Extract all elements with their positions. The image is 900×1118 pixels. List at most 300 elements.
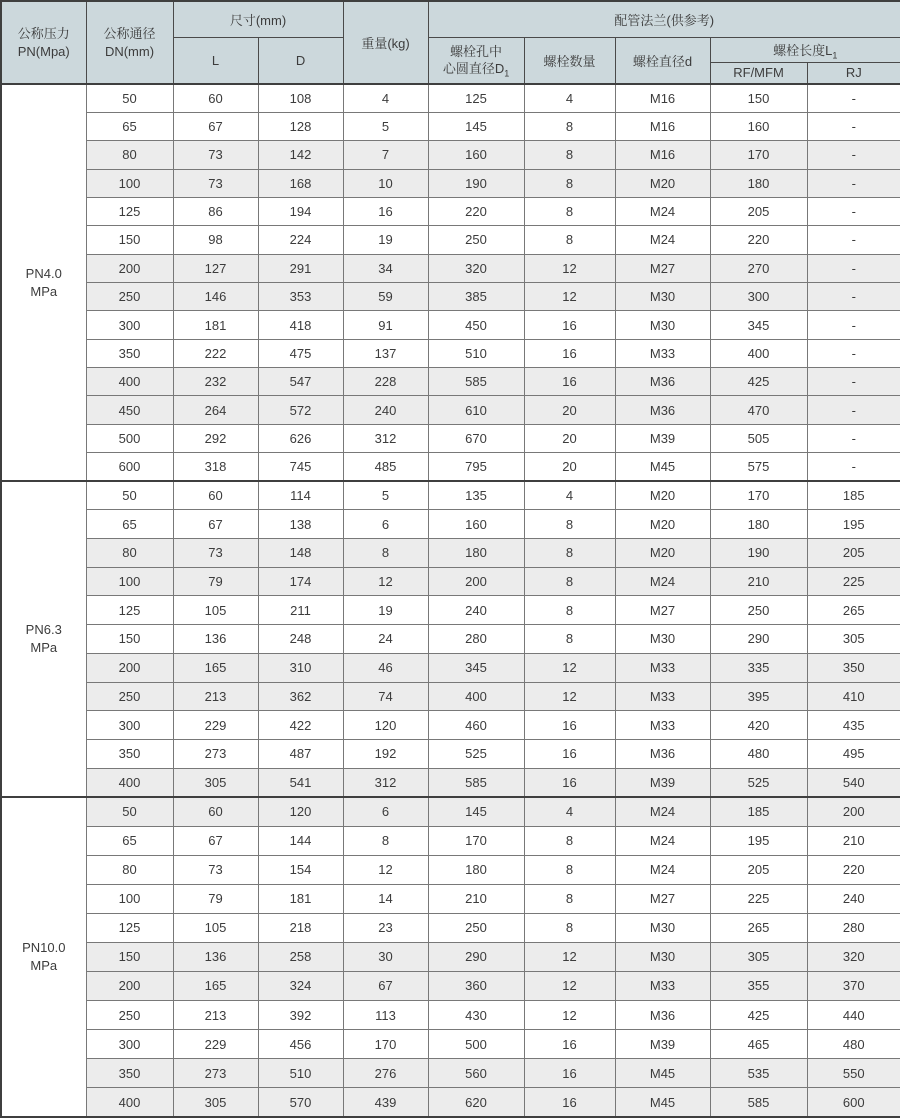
cell-bolt-circle-d1: 500 (428, 1030, 524, 1059)
cell-d: 291 (258, 254, 343, 282)
cell-bolt-count: 4 (524, 84, 615, 112)
cell-rf-mfm: 465 (710, 1030, 807, 1059)
cell-bolt-diameter: M16 (615, 141, 710, 169)
cell-bolt-circle-d1: 510 (428, 339, 524, 367)
cell-dn: 125 (86, 197, 173, 225)
cell-l: 105 (173, 913, 258, 942)
cell-d: 138 (258, 510, 343, 539)
cell-weight: 30 (343, 942, 428, 971)
cell-rj: 280 (807, 913, 900, 942)
cell-bolt-count: 8 (524, 625, 615, 654)
cell-rf-mfm: 270 (710, 254, 807, 282)
cell-dn: 400 (86, 768, 173, 797)
cell-bolt-diameter: M27 (615, 884, 710, 913)
cell-l: 222 (173, 339, 258, 367)
cell-l: 136 (173, 942, 258, 971)
cell-bolt-circle-d1: 360 (428, 971, 524, 1000)
cell-bolt-circle-d1: 345 (428, 653, 524, 682)
cell-rj: 185 (807, 481, 900, 510)
cell-l: 232 (173, 368, 258, 396)
table-row (1, 797, 900, 826)
cell-dn: 400 (86, 1088, 173, 1117)
cell-rf-mfm: 470 (710, 396, 807, 424)
cell-weight: 59 (343, 283, 428, 311)
cell-bolt-count: 12 (524, 942, 615, 971)
cell-weight: 23 (343, 913, 428, 942)
table-row (1, 768, 900, 797)
table-row (1, 942, 900, 971)
cell-dn: 150 (86, 226, 173, 254)
cell-weight: 34 (343, 254, 428, 282)
cell-bolt-circle-d1: 240 (428, 596, 524, 625)
cell-l: 213 (173, 1000, 258, 1029)
cell-bolt-circle-d1: 385 (428, 283, 524, 311)
header-size-l: L (173, 37, 258, 84)
bolt-length-subscript: 1 (832, 50, 838, 61)
cell-dn: 600 (86, 453, 173, 481)
cell-l: 67 (173, 826, 258, 855)
table-body (1, 84, 900, 1117)
cell-bolt-circle-d1: 400 (428, 682, 524, 711)
cell-bolt-circle-d1: 170 (428, 826, 524, 855)
cell-rj: 305 (807, 625, 900, 654)
cell-weight: 19 (343, 226, 428, 254)
cell-dn: 200 (86, 254, 173, 282)
cell-dn: 150 (86, 942, 173, 971)
cell-weight: 14 (343, 884, 428, 913)
cell-bolt-count: 12 (524, 971, 615, 1000)
cell-d: 120 (258, 797, 343, 826)
cell-rf-mfm: 250 (710, 596, 807, 625)
cell-bolt-circle-d1: 525 (428, 740, 524, 769)
cell-rf-mfm: 210 (710, 567, 807, 596)
cell-bolt-count: 12 (524, 653, 615, 682)
cell-bolt-count: 20 (524, 453, 615, 481)
cell-l: 165 (173, 971, 258, 1000)
cell-rj: - (807, 283, 900, 311)
cell-bolt-diameter: M30 (615, 913, 710, 942)
cell-rj: - (807, 84, 900, 112)
table-row (1, 1000, 900, 1029)
cell-bolt-circle-d1: 620 (428, 1088, 524, 1117)
cell-rf-mfm: 585 (710, 1088, 807, 1117)
cell-dn: 65 (86, 112, 173, 140)
section-label-line1: PN10.0 (22, 940, 66, 956)
cell-bolt-circle-d1: 430 (428, 1000, 524, 1029)
cell-rf-mfm: 305 (710, 942, 807, 971)
cell-rj: 225 (807, 567, 900, 596)
cell-bolt-circle-d1: 180 (428, 855, 524, 884)
cell-dn: 200 (86, 971, 173, 1000)
cell-d: 181 (258, 884, 343, 913)
cell-weight: 8 (343, 826, 428, 855)
cell-bolt-diameter: M36 (615, 1000, 710, 1029)
cell-bolt-count: 8 (524, 855, 615, 884)
cell-bolt-circle-d1: 190 (428, 169, 524, 197)
cell-d: 218 (258, 913, 343, 942)
cell-bolt-diameter: M36 (615, 368, 710, 396)
cell-d: 353 (258, 283, 343, 311)
header-nominal-pressure-line2: PN(Mpa) (17, 43, 70, 59)
cell-dn: 125 (86, 596, 173, 625)
header-nominal-pressure-line1: 公称压力 (17, 25, 70, 41)
cell-d: 154 (258, 855, 343, 884)
cell-bolt-count: 16 (524, 1059, 615, 1088)
cell-weight: 137 (343, 339, 428, 367)
cell-rj: 540 (807, 768, 900, 797)
cell-d: 211 (258, 596, 343, 625)
header-nominal-diameter-line1: 公称通径 (103, 25, 156, 41)
cell-bolt-count: 8 (524, 112, 615, 140)
table-row (1, 453, 900, 481)
table-row (1, 682, 900, 711)
cell-bolt-circle-d1: 250 (428, 913, 524, 942)
cell-rf-mfm: 395 (710, 682, 807, 711)
cell-weight: 12 (343, 855, 428, 884)
cell-l: 273 (173, 740, 258, 769)
cell-l: 73 (173, 538, 258, 567)
cell-weight: 5 (343, 481, 428, 510)
cell-bolt-count: 16 (524, 311, 615, 339)
table-row (1, 826, 900, 855)
cell-rf-mfm: 300 (710, 283, 807, 311)
cell-rf-mfm: 425 (710, 368, 807, 396)
cell-bolt-circle-d1: 460 (428, 711, 524, 740)
cell-l: 181 (173, 311, 258, 339)
cell-weight: 74 (343, 682, 428, 711)
table-row (1, 339, 900, 367)
table-row (1, 971, 900, 1000)
table-row (1, 197, 900, 225)
cell-l: 60 (173, 481, 258, 510)
cell-rj: 205 (807, 538, 900, 567)
cell-dn: 80 (86, 538, 173, 567)
cell-bolt-diameter: M16 (615, 84, 710, 112)
table-row (1, 283, 900, 311)
cell-rf-mfm: 180 (710, 169, 807, 197)
cell-rf-mfm: 225 (710, 884, 807, 913)
table-row (1, 653, 900, 682)
cell-dn: 350 (86, 1059, 173, 1088)
section-label-line1: PN6.3 (25, 622, 62, 638)
cell-rf-mfm: 150 (710, 84, 807, 112)
cell-dn: 100 (86, 567, 173, 596)
cell-l: 318 (173, 453, 258, 481)
cell-d: 572 (258, 396, 343, 424)
cell-dn: 450 (86, 396, 173, 424)
cell-bolt-count: 8 (524, 884, 615, 913)
cell-dn: 150 (86, 625, 173, 654)
cell-rj: 480 (807, 1030, 900, 1059)
cell-rf-mfm: 195 (710, 826, 807, 855)
cell-d: 324 (258, 971, 343, 1000)
cell-rf-mfm: 400 (710, 339, 807, 367)
cell-dn: 50 (86, 481, 173, 510)
cell-dn: 250 (86, 1000, 173, 1029)
cell-l: 136 (173, 625, 258, 654)
cell-bolt-circle-d1: 560 (428, 1059, 524, 1088)
section-label-line2: MPa (30, 639, 58, 655)
cell-d: 541 (258, 768, 343, 797)
header-nominal-pressure (1, 1, 86, 84)
cell-rj: 495 (807, 740, 900, 769)
cell-rf-mfm: 290 (710, 625, 807, 654)
cell-weight: 46 (343, 653, 428, 682)
cell-bolt-count: 20 (524, 396, 615, 424)
cell-bolt-count: 12 (524, 682, 615, 711)
table-row (1, 141, 900, 169)
table-row (1, 311, 900, 339)
cell-weight: 10 (343, 169, 428, 197)
cell-bolt-diameter: M33 (615, 339, 710, 367)
cell-dn: 50 (86, 84, 173, 112)
cell-dn: 300 (86, 711, 173, 740)
cell-rj: - (807, 112, 900, 140)
cell-weight: 16 (343, 197, 428, 225)
cell-rf-mfm: 525 (710, 768, 807, 797)
cell-rj: 600 (807, 1088, 900, 1117)
cell-l: 105 (173, 596, 258, 625)
cell-dn: 100 (86, 884, 173, 913)
cell-l: 79 (173, 884, 258, 913)
cell-d: 168 (258, 169, 343, 197)
cell-bolt-diameter: M27 (615, 254, 710, 282)
cell-weight: 485 (343, 453, 428, 481)
cell-bolt-count: 8 (524, 826, 615, 855)
cell-d: 456 (258, 1030, 343, 1059)
cell-dn: 80 (86, 855, 173, 884)
table-row (1, 711, 900, 740)
cell-bolt-diameter: M45 (615, 1088, 710, 1117)
cell-bolt-circle-d1: 610 (428, 396, 524, 424)
header-bolt-circle-line2: 心圆直径$D_1$ (442, 61, 510, 79)
cell-rj: - (807, 453, 900, 481)
cell-bolt-diameter: M30 (615, 942, 710, 971)
cell-dn: 125 (86, 913, 173, 942)
bolt-circle-subscript: 1 (504, 68, 510, 79)
cell-d: 510 (258, 1059, 343, 1088)
cell-l: 305 (173, 1088, 258, 1117)
cell-bolt-diameter: M20 (615, 169, 710, 197)
cell-d: 174 (258, 567, 343, 596)
table-row (1, 112, 900, 140)
cell-dn: 250 (86, 682, 173, 711)
cell-l: 292 (173, 424, 258, 452)
cell-bolt-diameter: M39 (615, 424, 710, 452)
table-row (1, 169, 900, 197)
cell-weight: 7 (343, 141, 428, 169)
cell-rj: 240 (807, 884, 900, 913)
cell-bolt-diameter: M30 (615, 283, 710, 311)
cell-dn: 400 (86, 368, 173, 396)
cell-rf-mfm: 185 (710, 797, 807, 826)
header-nominal-diameter-line2: DN(mm) (104, 43, 155, 59)
cell-bolt-count: 8 (524, 169, 615, 197)
table-row (1, 396, 900, 424)
cell-bolt-count: 8 (524, 141, 615, 169)
cell-l: 127 (173, 254, 258, 282)
header-weight: 重量(kg) (343, 1, 428, 84)
cell-l: 98 (173, 226, 258, 254)
section-label-pn63 (1, 481, 86, 797)
header-rf-mfm: RF/MFM (710, 62, 807, 84)
cell-d: 194 (258, 197, 343, 225)
cell-bolt-circle-d1: 160 (428, 510, 524, 539)
cell-bolt-diameter: M30 (615, 625, 710, 654)
cell-d: 258 (258, 942, 343, 971)
cell-rj: 440 (807, 1000, 900, 1029)
cell-rj: 410 (807, 682, 900, 711)
cell-bolt-diameter: M33 (615, 971, 710, 1000)
cell-bolt-circle-d1: 450 (428, 311, 524, 339)
cell-rj: - (807, 368, 900, 396)
table-row (1, 254, 900, 282)
cell-rf-mfm: 335 (710, 653, 807, 682)
cell-l: 305 (173, 768, 258, 797)
cell-bolt-diameter: M33 (615, 711, 710, 740)
cell-bolt-count: 12 (524, 283, 615, 311)
cell-rj: - (807, 424, 900, 452)
cell-rj: - (807, 396, 900, 424)
cell-weight: 170 (343, 1030, 428, 1059)
cell-bolt-circle-d1: 585 (428, 768, 524, 797)
cell-bolt-diameter: M36 (615, 740, 710, 769)
cell-bolt-circle-d1: 180 (428, 538, 524, 567)
header-bolt-circle-line1: 螺栓孔中 (450, 43, 503, 59)
cell-dn: 200 (86, 653, 173, 682)
table-row (1, 1088, 900, 1117)
cell-bolt-circle-d1: 210 (428, 884, 524, 913)
cell-l: 213 (173, 682, 258, 711)
cell-bolt-diameter: M39 (615, 1030, 710, 1059)
cell-rf-mfm: 205 (710, 855, 807, 884)
cell-bolt-diameter: M30 (615, 311, 710, 339)
cell-weight: 4 (343, 84, 428, 112)
header-bolt-diameter: 螺栓直径d (615, 37, 710, 84)
cell-bolt-circle-d1: 220 (428, 197, 524, 225)
cell-l: 60 (173, 84, 258, 112)
cell-rf-mfm: 160 (710, 112, 807, 140)
cell-rf-mfm: 220 (710, 226, 807, 254)
cell-rj: - (807, 311, 900, 339)
table-row (1, 596, 900, 625)
cell-weight: 91 (343, 311, 428, 339)
cell-d: 310 (258, 653, 343, 682)
cell-dn: 350 (86, 339, 173, 367)
cell-rf-mfm: 180 (710, 510, 807, 539)
cell-rf-mfm: 170 (710, 141, 807, 169)
cell-bolt-count: 8 (524, 567, 615, 596)
cell-rf-mfm: 480 (710, 740, 807, 769)
cell-rj: - (807, 197, 900, 225)
cell-d: 392 (258, 1000, 343, 1029)
table-row (1, 481, 900, 510)
cell-d: 142 (258, 141, 343, 169)
cell-rj: - (807, 169, 900, 197)
table-row (1, 84, 900, 112)
cell-rj: 350 (807, 653, 900, 682)
cell-rj: - (807, 339, 900, 367)
cell-bolt-count: 8 (524, 510, 615, 539)
cell-rj: 370 (807, 971, 900, 1000)
cell-bolt-count: 8 (524, 913, 615, 942)
cell-weight: 228 (343, 368, 428, 396)
cell-bolt-count: 4 (524, 797, 615, 826)
header-size-group: 尺寸(mm) (173, 1, 343, 37)
cell-bolt-count: 8 (524, 596, 615, 625)
cell-bolt-diameter: M45 (615, 453, 710, 481)
header-bolt-count: 螺栓数量 (524, 37, 615, 84)
cell-d: 422 (258, 711, 343, 740)
cell-bolt-count: 8 (524, 538, 615, 567)
cell-bolt-count: 12 (524, 1000, 615, 1029)
cell-bolt-diameter: M24 (615, 826, 710, 855)
cell-bolt-diameter: M33 (615, 682, 710, 711)
cell-weight: 19 (343, 596, 428, 625)
cell-rj: 200 (807, 797, 900, 826)
cell-rf-mfm: 420 (710, 711, 807, 740)
cell-l: 273 (173, 1059, 258, 1088)
cell-d: 108 (258, 84, 343, 112)
cell-bolt-count: 8 (524, 226, 615, 254)
cell-bolt-circle-d1: 795 (428, 453, 524, 481)
cell-dn: 300 (86, 1030, 173, 1059)
table-row (1, 884, 900, 913)
cell-rf-mfm: 575 (710, 453, 807, 481)
cell-weight: 8 (343, 538, 428, 567)
cell-rf-mfm: 265 (710, 913, 807, 942)
cell-bolt-circle-d1: 200 (428, 567, 524, 596)
cell-bolt-circle-d1: 670 (428, 424, 524, 452)
table-row (1, 424, 900, 452)
cell-bolt-count: 16 (524, 368, 615, 396)
cell-rj: 220 (807, 855, 900, 884)
cell-bolt-diameter: M36 (615, 396, 710, 424)
cell-d: 475 (258, 339, 343, 367)
cell-d: 128 (258, 112, 343, 140)
section-label-line2: MPa (30, 283, 58, 299)
cell-bolt-circle-d1: 290 (428, 942, 524, 971)
cell-weight: 120 (343, 711, 428, 740)
cell-bolt-diameter: M27 (615, 596, 710, 625)
cell-dn: 65 (86, 510, 173, 539)
table-row (1, 855, 900, 884)
cell-rj: 210 (807, 826, 900, 855)
cell-d: 224 (258, 226, 343, 254)
table-row (1, 538, 900, 567)
table-row (1, 226, 900, 254)
cell-bolt-diameter: M24 (615, 855, 710, 884)
table-row (1, 1059, 900, 1088)
cell-bolt-circle-d1: 145 (428, 112, 524, 140)
cell-bolt-count: 12 (524, 254, 615, 282)
section-label-line2: MPa (30, 957, 58, 973)
cell-bolt-diameter: M45 (615, 1059, 710, 1088)
cell-bolt-diameter: M33 (615, 653, 710, 682)
cell-rj: - (807, 254, 900, 282)
cell-rf-mfm: 535 (710, 1059, 807, 1088)
header-bolt-circle (428, 37, 524, 84)
cell-bolt-circle-d1: 320 (428, 254, 524, 282)
cell-bolt-diameter: M20 (615, 538, 710, 567)
table-row (1, 510, 900, 539)
cell-weight: 5 (343, 112, 428, 140)
section-label-pn100 (1, 797, 86, 1117)
cell-weight: 67 (343, 971, 428, 1000)
cell-d: 487 (258, 740, 343, 769)
cell-dn: 50 (86, 797, 173, 826)
cell-d: 570 (258, 1088, 343, 1117)
